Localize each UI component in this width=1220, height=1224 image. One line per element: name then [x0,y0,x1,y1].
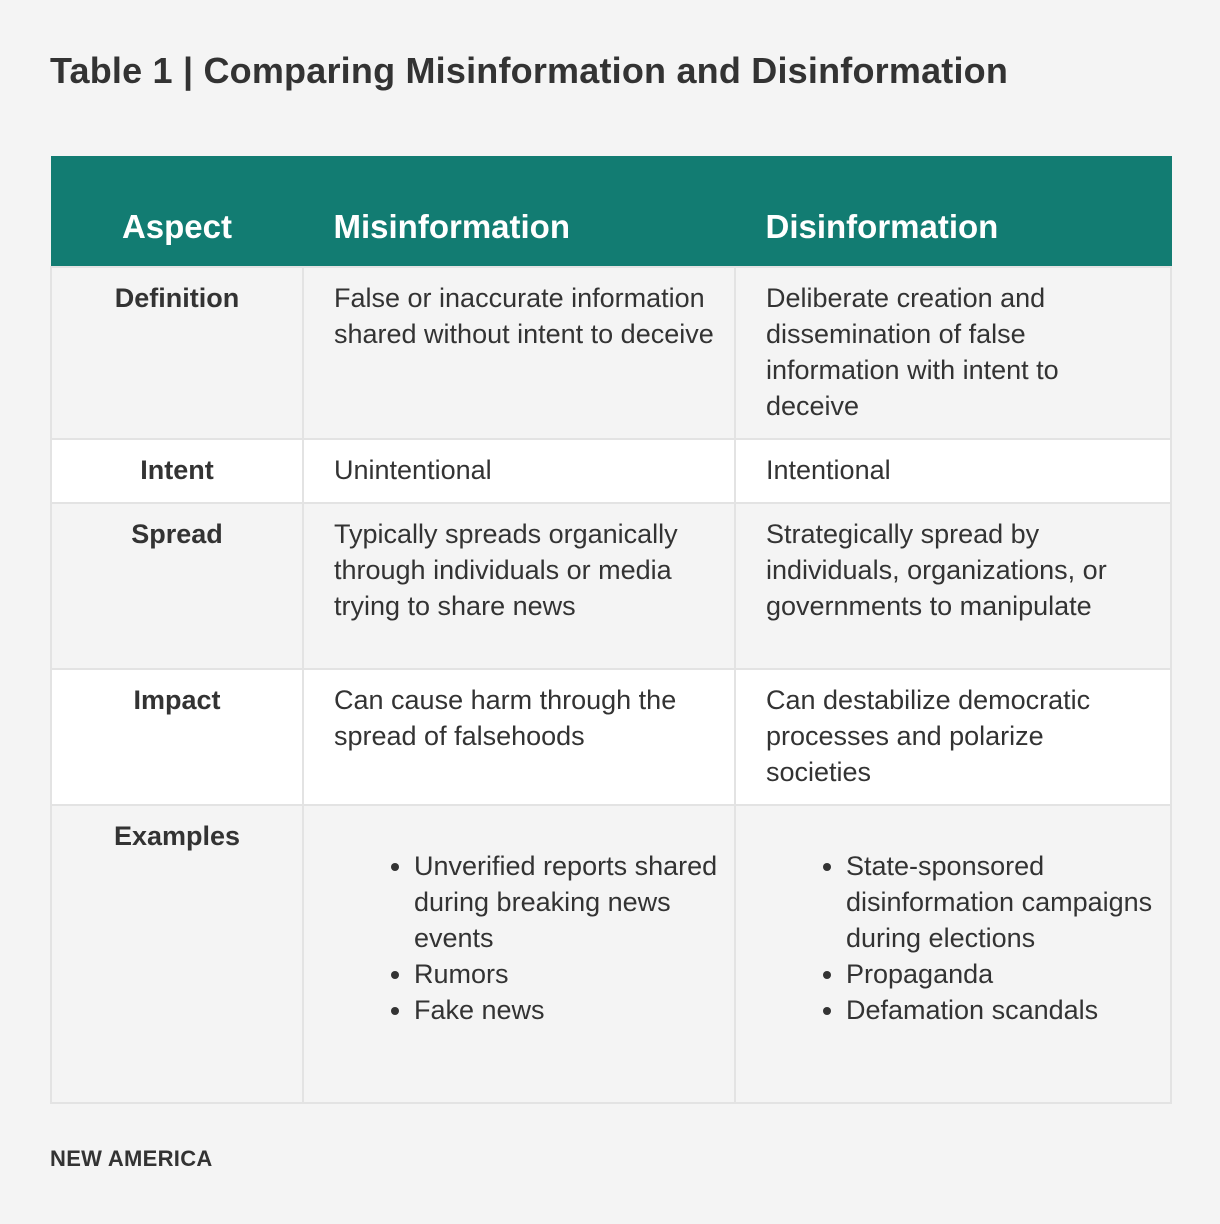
aspect-cell: Intent [51,439,303,503]
disinformation-cell: Intentional [735,439,1171,503]
page-title: Table 1 | Comparing Misinformation and Disinformation [50,50,1009,91]
misinformation-examples-cell [303,805,735,1103]
list-item: • State-sponsored disinformation campaigns during elections [846,848,1156,956]
comparison-table-container [50,156,1170,1104]
list-item: • Defamation scandals [846,992,1156,1028]
misinformation-examples-list [334,848,720,1028]
brand-logo-text: NEW AMERICA [50,1146,213,1171]
disinformation-cell: Strategically spread by individuals, organizations, or governments to manipulate [735,503,1171,669]
header-row [51,157,1171,267]
table-row-definition [51,267,1171,439]
misinformation-cell: False or inaccurate information shared without intent to deceive [303,267,735,439]
misinformation-cell: Typically spreads organically through individuals or media trying to share news [303,503,735,669]
list-item: • Rumors [414,956,720,992]
table-row-examples [51,805,1171,1103]
aspect-cell: Definition [51,267,303,439]
disinformation-cell: Can destabilize democratic processes and polarize societies [735,669,1171,805]
disinformation-cell: Deliberate creation and dissemination of false information with intent to deceive [735,267,1171,439]
header-aspect: Aspect [51,157,303,267]
header-misinformation: Misinformation [303,157,735,267]
header-disinformation: Disinformation [735,157,1171,267]
list-item: • Propaganda [846,956,1156,992]
aspect-cell: Impact [51,669,303,805]
table-header [51,157,1171,267]
table-row-intent [51,439,1171,503]
table-row-impact [51,669,1171,805]
table-body [51,267,1171,1103]
aspect-cell: Spread [51,503,303,669]
comparison-table [50,156,1172,1104]
aspect-cell: Examples [51,805,303,1103]
disinformation-examples-list [766,848,1156,1028]
list-item: • Fake news [414,992,720,1028]
table-row-spread [51,503,1171,669]
disinformation-examples-cell [735,805,1171,1103]
misinformation-cell: Unintentional [303,439,735,503]
list-item: • Unverified reports shared during breaking news events [414,848,720,956]
misinformation-cell: Can cause harm through the spread of falsehoods [303,669,735,805]
